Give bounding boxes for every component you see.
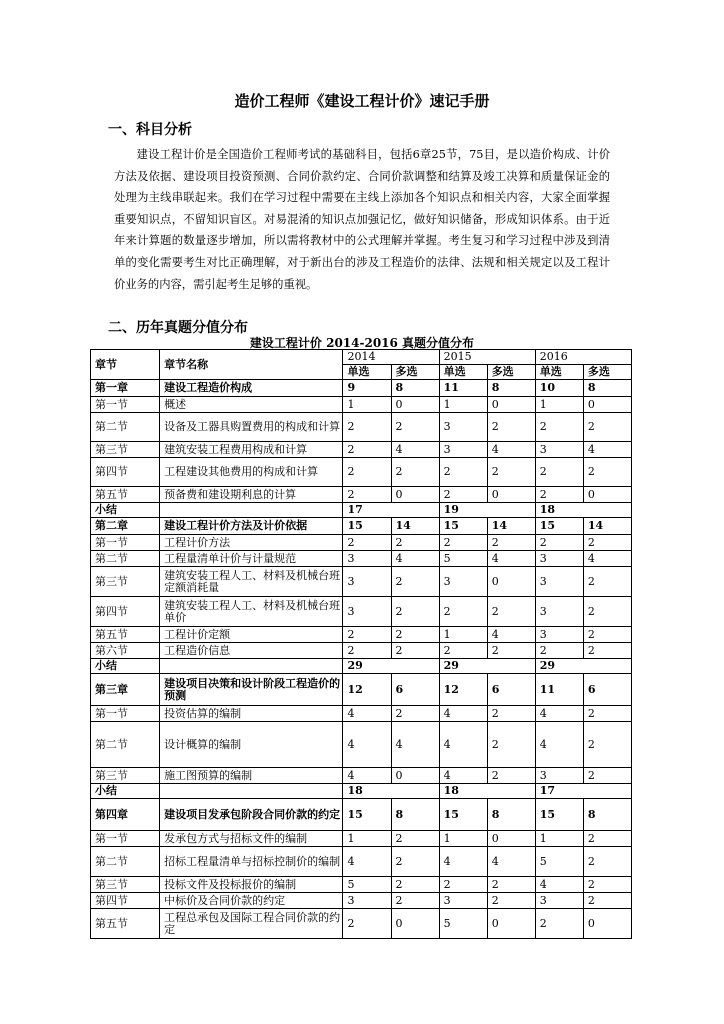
score-2015-single: 3 — [439, 893, 487, 909]
score-2014-multi: 2 — [391, 458, 439, 487]
score-2015-single: 2 — [439, 458, 487, 487]
score-2014-single: 4 — [343, 722, 391, 768]
score-2014-single: 5 — [343, 877, 391, 893]
header-single-choice: 单选 — [535, 365, 583, 380]
table-row — [91, 567, 632, 597]
summary-total-2015: 29 — [439, 659, 535, 674]
header-single-choice: 单选 — [439, 365, 487, 380]
score-2014-multi: 8 — [391, 380, 439, 397]
score-2014-single: 2 — [343, 487, 391, 503]
score-2015-multi: 2 — [487, 768, 535, 784]
score-2015-single: 3 — [439, 442, 487, 458]
score-2014-single: 1 — [343, 831, 391, 847]
summary-total-2015: 18 — [439, 784, 535, 799]
summary-row — [91, 503, 632, 518]
summary-total-2016: 29 — [535, 659, 631, 674]
chapter-cell: 第三节 — [91, 768, 160, 784]
score-2015-single: 1 — [439, 397, 487, 413]
score-2014-single: 2 — [343, 909, 391, 939]
table-row — [91, 722, 632, 768]
table-row — [91, 627, 632, 643]
chapter-name-cell: 工程建设其他费用的构成和计算 — [160, 458, 343, 487]
header-year-2015: 2015 — [439, 350, 535, 365]
score-2014-multi: 2 — [391, 893, 439, 909]
score-2016-single: 2 — [535, 909, 583, 939]
score-2014-single: 3 — [343, 551, 391, 567]
document-title: 造价工程师《建设工程计价》速记手册 — [234, 92, 490, 110]
score-2015-single: 15 — [439, 799, 487, 831]
score-2016-multi: 2 — [583, 877, 631, 893]
score-2015-multi: 2 — [487, 893, 535, 909]
summary-label-cell: 小结 — [91, 659, 160, 674]
chapter-cell: 第一节 — [91, 397, 160, 413]
score-2016-multi: 2 — [583, 643, 631, 659]
header-multi-choice: 多选 — [583, 365, 631, 380]
score-2014-single: 12 — [343, 674, 391, 706]
subject-analysis-paragraph: 建设工程计价是全国造价工程师考试的基础科目，包括6章25节，75目，是以造价构成、计价方法及依据、建设项目投资预测、合同价款约定、合同价款调整和结算及竣工决算和质量保证金的处理为主线串联起来。我们在学习过程中需要在主线上添加各个知识点和相关内容，大家全面掌握重要知识点，不留知识盲区。对易混淆的知识点加强记忆，做好知识储备，形成知识体系。由于近年来计算题的数量逐步增加，所以需将教材中的公式理解并掌握。考生复习和学习过程中涉及到清单的变化需要考生对比正确理解，对于新出台的涉及工程造价的法律、法规和相关规定以及工程计价业务的内容，需引起考生足够的重视。 — [114, 148, 610, 291]
summary-empty-cell — [160, 659, 343, 674]
chapter-cell: 第三章 — [91, 674, 160, 706]
table-row — [91, 847, 632, 877]
summary-total-2014: 29 — [343, 659, 439, 674]
chapter-cell: 第三节 — [91, 567, 160, 597]
chapter-name-cell: 概述 — [160, 397, 343, 413]
score-2014-single: 2 — [343, 535, 391, 551]
score-2016-multi: 2 — [583, 893, 631, 909]
score-2015-multi: 2 — [487, 722, 535, 768]
score-2016-multi: 2 — [583, 458, 631, 487]
section-heading-subject-analysis: 一、科目分析 — [108, 122, 192, 138]
score-2016-multi: 8 — [583, 380, 631, 397]
score-2015-multi: 0 — [487, 909, 535, 939]
score-2014-multi: 2 — [391, 847, 439, 877]
score-2015-single: 2 — [439, 487, 487, 503]
score-2016-single: 5 — [535, 847, 583, 877]
score-2014-multi: 8 — [391, 799, 439, 831]
table-row — [91, 551, 632, 567]
table-row — [91, 413, 632, 442]
score-2015-multi: 0 — [487, 487, 535, 503]
chapter-cell: 第一节 — [91, 831, 160, 847]
score-2016-single: 4 — [535, 877, 583, 893]
chapter-name-cell: 建设工程计价方法及计价依据 — [160, 518, 343, 535]
score-2014-single: 3 — [343, 597, 391, 627]
score-2016-single: 3 — [535, 551, 583, 567]
chapter-row — [91, 799, 632, 831]
score-2014-multi: 4 — [391, 722, 439, 768]
score-2015-single: 2 — [439, 643, 487, 659]
score-2015-single: 11 — [439, 380, 487, 397]
score-2015-multi: 4 — [487, 551, 535, 567]
table-body — [91, 380, 632, 939]
score-distribution-table — [90, 349, 632, 939]
chapter-cell: 第六节 — [91, 643, 160, 659]
chapter-name-cell: 发承包方式与招标文件的编制 — [160, 831, 343, 847]
chapter-name-cell: 建筑安装工程费用构成和计算 — [160, 442, 343, 458]
score-2014-single: 2 — [343, 413, 391, 442]
summary-row — [91, 659, 632, 674]
chapter-cell: 第二节 — [91, 722, 160, 768]
score-2015-multi: 2 — [487, 458, 535, 487]
score-2014-single: 15 — [343, 799, 391, 831]
score-2014-single: 1 — [343, 397, 391, 413]
header-year-2014: 2014 — [343, 350, 439, 365]
header-single-choice: 单选 — [343, 365, 391, 380]
score-2014-multi: 2 — [391, 831, 439, 847]
score-2014-single: 2 — [343, 627, 391, 643]
score-2016-multi: 2 — [583, 847, 631, 877]
score-2014-multi: 14 — [391, 518, 439, 535]
chapter-cell: 第二章 — [91, 518, 160, 535]
score-2016-single: 2 — [535, 487, 583, 503]
score-2016-single: 3 — [535, 442, 583, 458]
score-2015-single: 4 — [439, 847, 487, 877]
summary-label-cell: 小结 — [91, 503, 160, 518]
chapter-name-cell: 投资估算的编制 — [160, 706, 343, 722]
chapter-row — [91, 674, 632, 706]
score-2015-multi: 4 — [487, 442, 535, 458]
table-row — [91, 706, 632, 722]
score-2015-single: 1 — [439, 627, 487, 643]
chapter-cell: 第五节 — [91, 487, 160, 503]
chapter-name-cell: 施工图预算的编制 — [160, 768, 343, 784]
score-2016-multi: 2 — [583, 535, 631, 551]
chapter-name-cell: 中标价及合同价款的约定 — [160, 893, 343, 909]
chapter-name-cell: 建筑安装工程人工、材料及机械台班单价 — [160, 597, 343, 627]
table-row — [91, 535, 632, 551]
score-2016-single: 4 — [535, 706, 583, 722]
score-2016-multi: 2 — [583, 627, 631, 643]
score-2016-multi: 4 — [583, 442, 631, 458]
table-row — [91, 487, 632, 503]
score-2015-multi: 2 — [487, 597, 535, 627]
score-2016-single: 11 — [535, 674, 583, 706]
summary-total-2016: 17 — [535, 784, 631, 799]
score-2016-single: 3 — [535, 567, 583, 597]
score-2015-single: 2 — [439, 877, 487, 893]
score-2015-multi: 2 — [487, 877, 535, 893]
chapter-cell: 第五节 — [91, 909, 160, 939]
score-2016-single: 3 — [535, 627, 583, 643]
score-2014-single: 3 — [343, 893, 391, 909]
score-2016-multi: 2 — [583, 831, 631, 847]
score-2014-multi: 2 — [391, 627, 439, 643]
chapter-name-cell: 建设项目决策和设计阶段工程造价的预测 — [160, 674, 343, 706]
chapter-name-cell: 工程计价方法 — [160, 535, 343, 551]
score-2015-single: 4 — [439, 768, 487, 784]
score-2014-multi: 0 — [391, 909, 439, 939]
chapter-cell: 第一节 — [91, 535, 160, 551]
chapter-name-cell: 预备费和建设期利息的计算 — [160, 487, 343, 503]
chapter-cell: 第二节 — [91, 551, 160, 567]
header-chapter: 章节 — [91, 350, 160, 380]
score-2014-single: 2 — [343, 442, 391, 458]
score-2016-multi: 2 — [583, 768, 631, 784]
score-2015-multi: 2 — [487, 413, 535, 442]
chapter-cell: 第四节 — [91, 597, 160, 627]
score-2016-multi: 2 — [583, 413, 631, 442]
chapter-cell: 第三节 — [91, 442, 160, 458]
table-row — [91, 831, 632, 847]
summary-empty-cell — [160, 784, 343, 799]
score-2015-single: 5 — [439, 909, 487, 939]
score-2015-single: 3 — [439, 413, 487, 442]
summary-total-2016: 18 — [535, 503, 631, 518]
score-2015-multi: 2 — [487, 535, 535, 551]
score-2016-multi: 4 — [583, 551, 631, 567]
table-row — [91, 458, 632, 487]
table-row — [91, 442, 632, 458]
score-2015-multi: 4 — [487, 847, 535, 877]
chapter-name-cell: 工程量清单计价与计量规范 — [160, 551, 343, 567]
table-row — [91, 643, 632, 659]
score-2016-multi: 8 — [583, 799, 631, 831]
table-row — [91, 397, 632, 413]
chapter-name-cell: 工程总承包及国际工程合同价款的约定 — [160, 909, 343, 939]
section-heading-score-distribution: 二、历年真题分值分布 — [108, 320, 248, 336]
score-2014-multi: 6 — [391, 674, 439, 706]
score-2015-single: 1 — [439, 831, 487, 847]
score-2015-single: 2 — [439, 597, 487, 627]
chapter-row — [91, 518, 632, 535]
table-row — [91, 909, 632, 939]
table-row — [91, 877, 632, 893]
score-2016-single: 2 — [535, 643, 583, 659]
chapter-name-cell: 建筑安装工程人工、材料及机械台班定额消耗量 — [160, 567, 343, 597]
chapter-name-cell: 投标文件及投标报价的编制 — [160, 877, 343, 893]
score-2016-multi: 2 — [583, 722, 631, 768]
score-2016-multi: 2 — [583, 597, 631, 627]
chapter-cell: 第五节 — [91, 627, 160, 643]
score-2016-single: 3 — [535, 768, 583, 784]
score-2015-multi: 0 — [487, 831, 535, 847]
summary-row — [91, 784, 632, 799]
header-multi-choice: 多选 — [487, 365, 535, 380]
score-2015-multi: 0 — [487, 567, 535, 597]
summary-empty-cell — [160, 503, 343, 518]
score-2015-single: 4 — [439, 706, 487, 722]
score-2015-multi: 8 — [487, 380, 535, 397]
score-2016-single: 2 — [535, 535, 583, 551]
chapter-cell: 第四节 — [91, 893, 160, 909]
score-2015-multi: 8 — [487, 799, 535, 831]
score-2016-single: 15 — [535, 518, 583, 535]
header-chapter-name: 章节名称 — [160, 350, 343, 380]
score-2014-single: 4 — [343, 706, 391, 722]
score-2016-multi: 0 — [583, 487, 631, 503]
chapter-name-cell: 工程计价定额 — [160, 627, 343, 643]
score-2014-single: 9 — [343, 380, 391, 397]
score-2014-multi: 2 — [391, 567, 439, 597]
score-2014-multi: 0 — [391, 768, 439, 784]
score-2015-multi: 2 — [487, 706, 535, 722]
score-2015-single: 4 — [439, 722, 487, 768]
score-2016-multi: 2 — [583, 567, 631, 597]
score-2016-single: 3 — [535, 597, 583, 627]
score-2014-multi: 0 — [391, 397, 439, 413]
score-2016-multi: 2 — [583, 706, 631, 722]
summary-total-2015: 19 — [439, 503, 535, 518]
chapter-name-cell: 设计概算的编制 — [160, 722, 343, 768]
score-2015-multi: 2 — [487, 643, 535, 659]
score-2014-multi: 0 — [391, 487, 439, 503]
score-2016-multi: 6 — [583, 674, 631, 706]
score-2014-single: 3 — [343, 567, 391, 597]
score-2015-single: 15 — [439, 518, 487, 535]
chapter-cell: 第四章 — [91, 799, 160, 831]
chapter-cell: 第一节 — [91, 706, 160, 722]
score-2015-multi: 4 — [487, 627, 535, 643]
chapter-row — [91, 380, 632, 397]
table-row — [91, 893, 632, 909]
score-2016-multi: 0 — [583, 397, 631, 413]
chapter-name-cell: 建设工程造价构成 — [160, 380, 343, 397]
summary-total-2014: 18 — [343, 784, 439, 799]
score-2016-single: 1 — [535, 831, 583, 847]
score-2016-single: 10 — [535, 380, 583, 397]
score-2014-multi: 4 — [391, 442, 439, 458]
score-2015-single: 3 — [439, 567, 487, 597]
chapter-cell: 第二节 — [91, 847, 160, 877]
header-multi-choice: 多选 — [391, 365, 439, 380]
score-2016-single: 2 — [535, 413, 583, 442]
chapter-name-cell: 招标工程量清单与招标控制价的编制 — [160, 847, 343, 877]
score-2014-single: 15 — [343, 518, 391, 535]
chapter-cell: 第一章 — [91, 380, 160, 397]
score-2014-single: 4 — [343, 768, 391, 784]
score-2014-single: 4 — [343, 847, 391, 877]
chapter-name-cell: 设备及工器具购置费用的构成和计算 — [160, 413, 343, 442]
score-2015-single: 5 — [439, 551, 487, 567]
chapter-cell: 第二节 — [91, 413, 160, 442]
score-2014-multi: 2 — [391, 535, 439, 551]
score-2014-single: 2 — [343, 643, 391, 659]
score-2016-single: 2 — [535, 458, 583, 487]
score-2014-multi: 2 — [391, 706, 439, 722]
score-2014-multi: 2 — [391, 597, 439, 627]
chapter-name-cell: 建设项目发承包阶段合同价款的约定 — [160, 799, 343, 831]
score-2015-multi: 6 — [487, 674, 535, 706]
summary-label-cell: 小结 — [91, 784, 160, 799]
score-2016-multi: 0 — [583, 909, 631, 939]
score-2016-multi: 14 — [583, 518, 631, 535]
score-2014-multi: 2 — [391, 643, 439, 659]
score-2016-single: 1 — [535, 397, 583, 413]
chapter-cell: 第四节 — [91, 458, 160, 487]
score-2016-single: 3 — [535, 893, 583, 909]
score-2014-multi: 2 — [391, 877, 439, 893]
header-year-2016: 2016 — [535, 350, 631, 365]
chapter-name-cell: 工程造价信息 — [160, 643, 343, 659]
chapter-cell: 第三节 — [91, 877, 160, 893]
table-row — [91, 768, 632, 784]
score-2015-single: 2 — [439, 535, 487, 551]
score-2014-multi: 4 — [391, 551, 439, 567]
score-2014-single: 2 — [343, 458, 391, 487]
table-title: 建设工程计价 2014-2016 真题分值分布 — [249, 336, 475, 350]
score-2015-multi: 0 — [487, 397, 535, 413]
score-2015-multi: 14 — [487, 518, 535, 535]
score-2016-single: 15 — [535, 799, 583, 831]
score-2015-single: 12 — [439, 674, 487, 706]
table-row — [91, 597, 632, 627]
summary-total-2014: 17 — [343, 503, 439, 518]
score-2016-single: 4 — [535, 722, 583, 768]
score-2014-multi: 2 — [391, 413, 439, 442]
